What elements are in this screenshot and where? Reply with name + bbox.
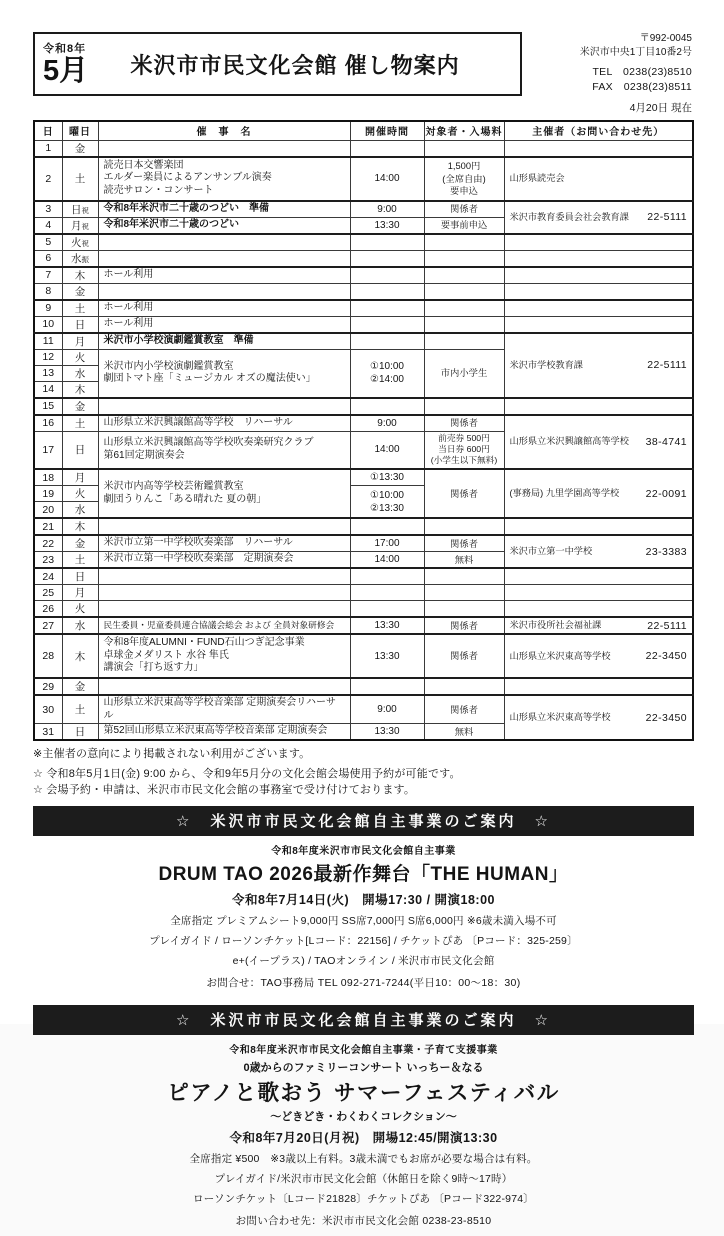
schedule-header-row	[34, 121, 693, 140]
time-cell	[350, 333, 424, 350]
time-cell: 9:00	[350, 201, 424, 218]
event1-tickets-1: プレイガイド / ローソンチケット[Lコード：22156] / チケットぴあ 〔Pコード：325-259〕	[149, 934, 578, 947]
weekday-cell: 月	[62, 585, 98, 601]
weekday-cell: 土	[62, 300, 98, 317]
table-row	[34, 140, 693, 157]
event-cell	[98, 234, 350, 251]
event-cell: 令和8年米沢市二十歳のつどい	[98, 217, 350, 234]
organizer-phone: 22-5111	[647, 359, 687, 372]
audience-cell	[424, 518, 504, 535]
event-cell	[98, 283, 350, 300]
weekday-cell: 火	[62, 486, 98, 502]
day-cell: 28	[34, 634, 62, 678]
time-cell: 13:30	[350, 634, 424, 678]
day-cell: 4	[34, 217, 62, 234]
time-cell: 17:00	[350, 535, 424, 552]
event-cell	[98, 585, 350, 601]
day-cell: 5	[34, 234, 62, 251]
event-cell: 米沢市内高等学校芸術鑑賞教室 劇団うりんこ「ある晴れた 夏の朝」	[98, 469, 350, 518]
organizer-cell	[504, 568, 693, 585]
day-cell: 9	[34, 300, 62, 317]
organizer-phone: 22-5111	[647, 619, 687, 632]
day-cell: 11	[34, 333, 62, 350]
table-row	[34, 695, 693, 724]
fax-line: FAX 0238(23)8511	[592, 80, 692, 93]
event-cell: 山形県立米沢東高等学校音楽部 定期演奏会リハーサル	[98, 695, 350, 724]
organizer-cell	[504, 201, 693, 234]
time-cell: 9:00	[350, 695, 424, 724]
organizer-cell	[504, 678, 693, 695]
day-cell: 13	[34, 365, 62, 381]
organizer-name: 米沢市役所社会福祉課	[509, 620, 602, 631]
day-cell: 16	[34, 415, 62, 432]
day-cell: 14	[34, 381, 62, 398]
event-cell: 米沢市立第一中学校吹奏楽部 定期演奏会	[98, 552, 350, 569]
time-cell	[350, 398, 424, 415]
organizer-cell	[504, 157, 693, 201]
time-cell	[350, 568, 424, 585]
table-row	[34, 316, 693, 333]
event-cell	[98, 678, 350, 695]
table-row	[34, 518, 693, 535]
audience-cell: 前売券 500円 当日券 600円 (小学生以下無料)	[424, 431, 504, 469]
audience-cell	[424, 283, 504, 300]
audience-cell: 関係者	[424, 535, 504, 552]
event2-tagline: ～どきどき・わくわくコレクション～	[270, 1110, 457, 1123]
audience-cell: 関係者	[424, 634, 504, 678]
footer-notes	[33, 746, 694, 799]
audience-cell	[424, 267, 504, 284]
note-line: ☆ 令和8年5月1日(金) 9:00 から、令和9年5月分の文化会館会場使用予約が可能です。	[33, 767, 461, 780]
day-cell: 1	[34, 140, 62, 157]
organizer-cell	[504, 535, 693, 568]
event1-subtitle: 令和8年度米沢市市民文化会館自主事業	[271, 845, 456, 857]
day-cell: 8	[34, 283, 62, 300]
event-cell: 山形県立米沢興譲館高等学校 リハーサル	[98, 415, 350, 432]
organizer-cell	[504, 695, 693, 740]
audience-cell	[424, 316, 504, 333]
table-row	[34, 267, 693, 284]
audience-cell: 1,500円 (全席自由) 要申込	[424, 157, 504, 201]
era-month-block	[35, 37, 100, 91]
table-row	[34, 398, 693, 415]
audience-cell: 無料	[424, 724, 504, 741]
time-cell: 14:00	[350, 157, 424, 201]
weekday-cell: 日	[62, 431, 98, 469]
table-row	[34, 157, 693, 201]
event-cell: 令和8年米沢市二十歳のつどい 準備	[98, 201, 350, 218]
organizer-phone: 22-3450	[645, 650, 687, 663]
organizer-cell	[504, 234, 693, 251]
time-cell	[350, 267, 424, 284]
organizer-cell	[504, 585, 693, 601]
organizer-cell	[504, 140, 693, 157]
event2-tickets-2: ローソンチケット〔Lコード21828〕チケットぴあ 〔Pコード322-974〕	[193, 1192, 534, 1205]
event-cell	[98, 250, 350, 267]
self-project-banner-1: ☆ 米沢市市民文化会館自主事業のご案内 ☆	[33, 806, 694, 836]
time-cell: ①10:00 ②14:00	[350, 349, 424, 398]
organizer-cell	[504, 518, 693, 535]
day-cell: 22	[34, 535, 62, 552]
event-cell: ホール利用	[98, 300, 350, 317]
organizer-name: 山形県立米沢東高等学校	[509, 712, 611, 723]
weekday-cell: 月	[62, 469, 98, 486]
header	[33, 32, 694, 116]
event2-contact: お問い合わせ先：米沢市市民文化会館 0238-23-8510	[235, 1214, 492, 1227]
event-cell: 米沢市小学校演劇鑑賞教室 準備	[98, 333, 350, 350]
audience-cell	[424, 250, 504, 267]
time-cell	[350, 300, 424, 317]
event-cell: 米沢市立第一中学校吹奏楽部 リハーサル	[98, 535, 350, 552]
weekday-cell: 日祝	[62, 201, 98, 218]
day-cell: 27	[34, 617, 62, 634]
day-cell: 10	[34, 316, 62, 333]
weekday-cell: 金	[62, 398, 98, 415]
schedule-body	[34, 140, 693, 740]
day-cell: 26	[34, 601, 62, 618]
event2-tickets-1: プレイガイド/米沢市市民文化会館（休館日を除く9時～17時）	[214, 1172, 513, 1185]
weekday-cell: 金	[62, 535, 98, 552]
audience-cell: 関係者	[424, 415, 504, 432]
organizer-phone: 38-4741	[645, 435, 687, 448]
organizer-name: 山形県読売会	[509, 173, 565, 184]
time-cell: 14:00	[350, 552, 424, 569]
weekday-cell: 金	[62, 678, 98, 695]
time-cell: ①10:00 ②13:30	[350, 486, 424, 519]
day-cell: 21	[34, 518, 62, 535]
organizer-cell	[504, 267, 693, 284]
note-line: ※主催者の意向により掲載されない利用がございます。	[33, 748, 311, 761]
event-cell: 第52回山形県立米沢東高等学校音楽部 定期演奏会	[98, 724, 350, 741]
event-cell	[98, 140, 350, 157]
organizer-cell	[504, 634, 693, 678]
table-row	[34, 535, 693, 552]
audience-cell: 関係者	[424, 617, 504, 634]
month-label: 5月	[43, 54, 89, 87]
organizer-phone: 23-3383	[645, 545, 687, 558]
audience-cell	[424, 140, 504, 157]
column-header: 主催者（お問い合わせ先）	[504, 121, 693, 140]
time-cell	[350, 678, 424, 695]
tel-line: TEL 0238(23)8510	[592, 66, 692, 78]
audience-cell: 関係者	[424, 201, 504, 218]
time-cell: ①13:30	[350, 469, 424, 486]
time-cell	[350, 283, 424, 300]
time-cell	[350, 250, 424, 267]
table-row	[34, 678, 693, 695]
day-cell: 31	[34, 724, 62, 741]
weekday-cell: 金	[62, 283, 98, 300]
column-header: 曜日	[62, 121, 98, 140]
event2-subtitle-2: 0歳からのファミリーコンサート いっちー＆なる	[243, 1061, 484, 1074]
organizer-cell	[504, 250, 693, 267]
event-cell: 山形県立米沢興譲館高等学校吹奏楽研究クラブ 第61回定期演奏会	[98, 431, 350, 469]
organizer-name: (事務局) 九里学園高等学校	[509, 488, 620, 499]
organizer-cell	[504, 333, 693, 398]
time-cell: 13:30	[350, 724, 424, 741]
event-cell	[98, 568, 350, 585]
day-cell: 23	[34, 552, 62, 569]
audience-cell	[424, 678, 504, 695]
weekday-cell: 土	[62, 695, 98, 724]
event1-datetime: 令和8年7月14日(火) 開場17:30 / 開演18:00	[232, 892, 495, 907]
organizer-cell	[504, 601, 693, 618]
audience-cell: 市内小学生	[424, 349, 504, 398]
audience-cell	[424, 234, 504, 251]
organizer-name: 米沢市立第一中学校	[509, 546, 593, 557]
event2-subtitle: 令和8年度米沢市市民文化会館自主事業・子育て支援事業	[229, 1044, 498, 1056]
address-line: 米沢市中央1丁目10番2号	[579, 47, 692, 58]
column-header: 開催時間	[350, 121, 424, 140]
weekday-cell: 水	[62, 365, 98, 381]
column-header: 対象者・入場料	[424, 121, 504, 140]
organizer-name: 山形県立米沢興譲館高等学校	[509, 436, 629, 447]
event1-title: DRUM TAO 2026最新作舞台「THE HUMAN」	[158, 863, 569, 885]
day-cell: 6	[34, 250, 62, 267]
event1-contact: お問合せ：TAO事務局 TEL 092-271-7244(平日10：00～18：30)	[206, 976, 521, 989]
event2-price: 全席指定 ¥500 ※3歳以上有料。3歳未満でもお席が必要な場合は有料。	[189, 1152, 538, 1165]
schedule-table	[33, 120, 694, 741]
day-cell: 12	[34, 349, 62, 365]
as-of-date: 4月20日 現在	[629, 102, 692, 115]
event-cell: 米沢市内小学校演劇鑑賞教室 劇団トマト座「ミュージカル オズの魔法使い」	[98, 349, 350, 398]
organizer-cell	[504, 398, 693, 415]
weekday-cell: 金	[62, 140, 98, 157]
organizer-cell	[504, 283, 693, 300]
table-row	[34, 469, 693, 486]
organizer-name: 米沢市学校教育課	[509, 359, 583, 370]
day-cell: 19	[34, 486, 62, 502]
time-cell	[350, 585, 424, 601]
weekday-cell: 月祝	[62, 217, 98, 234]
event-cell	[98, 398, 350, 415]
table-row	[34, 283, 693, 300]
day-cell: 20	[34, 502, 62, 519]
table-row	[34, 585, 693, 601]
audience-cell	[424, 398, 504, 415]
table-row	[34, 201, 693, 218]
era-label: 令和8年	[43, 42, 87, 55]
organizer-cell	[504, 316, 693, 333]
day-cell: 29	[34, 678, 62, 695]
table-row	[34, 333, 693, 350]
time-cell: 13:30	[350, 617, 424, 634]
column-header: 催 事 名	[98, 121, 350, 140]
organizer-cell	[504, 300, 693, 317]
table-row	[34, 634, 693, 678]
time-cell: 14:00	[350, 431, 424, 469]
organizer-cell	[504, 415, 693, 470]
audience-cell: 関係者	[424, 469, 504, 518]
audience-cell	[424, 585, 504, 601]
event-cell	[98, 518, 350, 535]
weekday-cell: 日	[62, 316, 98, 333]
event-cell: 民生委員・児童委員連合協議会総会 および 全員対象研修会	[98, 617, 350, 634]
weekday-cell: 水	[62, 502, 98, 519]
weekday-cell: 月	[62, 333, 98, 350]
audience-cell	[424, 601, 504, 618]
event2-title: ピアノと歌おう サマーフェスティバル	[167, 1080, 560, 1105]
day-cell: 18	[34, 469, 62, 486]
table-row	[34, 415, 693, 432]
weekday-cell: 木	[62, 634, 98, 678]
day-cell: 17	[34, 431, 62, 469]
column-header: 日	[34, 121, 62, 140]
organizer-phone: 22-5111	[647, 211, 687, 224]
day-cell: 25	[34, 585, 62, 601]
day-cell: 2	[34, 157, 62, 201]
day-cell: 24	[34, 568, 62, 585]
time-cell	[350, 601, 424, 618]
weekday-cell: 日	[62, 568, 98, 585]
weekday-cell: 土	[62, 157, 98, 201]
audience-cell: 要事前申込	[424, 217, 504, 234]
table-row	[34, 300, 693, 317]
organizer-cell	[504, 469, 693, 518]
weekday-cell: 火祝	[62, 234, 98, 251]
page-title: 米沢市市民文化会館 催し物案内	[130, 52, 460, 78]
time-cell	[350, 140, 424, 157]
table-row	[34, 250, 693, 267]
time-cell: 9:00	[350, 415, 424, 432]
weekday-cell: 木	[62, 381, 98, 398]
time-cell	[350, 518, 424, 535]
event1-tickets-2: e+(イープラス) / TAOオンライン / 米沢市市民文化会館	[232, 954, 495, 967]
event-section-summer-festival	[33, 1035, 694, 1236]
day-cell: 7	[34, 267, 62, 284]
note-line: ☆ 会場予約・申請は、米沢市市民文化会館の事務室で受け付けております。	[33, 784, 416, 797]
table-row	[34, 234, 693, 251]
event-cell: ホール利用	[98, 267, 350, 284]
organizer-name: 米沢市教育委員会社会教育課	[509, 211, 629, 222]
weekday-cell: 木	[62, 518, 98, 535]
audience-cell: 関係者	[424, 695, 504, 724]
weekday-cell: 火	[62, 601, 98, 618]
table-row	[34, 568, 693, 585]
event-cell: ホール利用	[98, 316, 350, 333]
weekday-cell: 木	[62, 267, 98, 284]
event-cell	[98, 601, 350, 618]
audience-cell	[424, 333, 504, 350]
time-cell	[350, 316, 424, 333]
postal-code: 〒992-0045	[639, 33, 692, 44]
organizer-name: 山形県立米沢東高等学校	[509, 650, 611, 661]
table-row	[34, 617, 693, 634]
time-cell	[350, 234, 424, 251]
weekday-cell: 水	[62, 617, 98, 634]
event-cell: 令和8年度ALUMNI・FUND石山つぎ記念事業 卓球金メダリスト 水谷 隼氏 講演会「打ち返す力」	[98, 634, 350, 678]
event-section-drum-tao	[33, 836, 694, 998]
organizer-cell	[504, 617, 693, 634]
weekday-cell: 日	[62, 724, 98, 741]
organizer-phone: 22-0091	[645, 487, 687, 500]
audience-cell	[424, 568, 504, 585]
day-cell: 30	[34, 695, 62, 724]
self-project-banner-2: ☆ 米沢市市民文化会館自主事業のご案内 ☆	[33, 1005, 694, 1035]
day-cell: 3	[34, 201, 62, 218]
event-cell: 読売日本交響楽団 エルダー楽員によるアンサンブル演奏 読売サロン・コンサート	[98, 157, 350, 201]
time-cell: 13:30	[350, 217, 424, 234]
weekday-cell: 火	[62, 349, 98, 365]
header-box	[33, 32, 522, 96]
weekday-cell: 土	[62, 415, 98, 432]
event1-price: 全席指定 プレミアムシート9,000円 SS席7,000円 S席6,000円 ※6歳未満入場不可	[170, 914, 557, 927]
address-block	[522, 32, 694, 116]
table-row	[34, 601, 693, 618]
audience-cell: 無料	[424, 552, 504, 569]
audience-cell	[424, 300, 504, 317]
event2-datetime: 令和8年7月20日(月祝) 開場12:45/開演13:30	[229, 1130, 498, 1145]
day-cell: 15	[34, 398, 62, 415]
weekday-cell: 土	[62, 552, 98, 569]
organizer-phone: 22-3450	[645, 711, 687, 724]
weekday-cell: 水振	[62, 250, 98, 267]
